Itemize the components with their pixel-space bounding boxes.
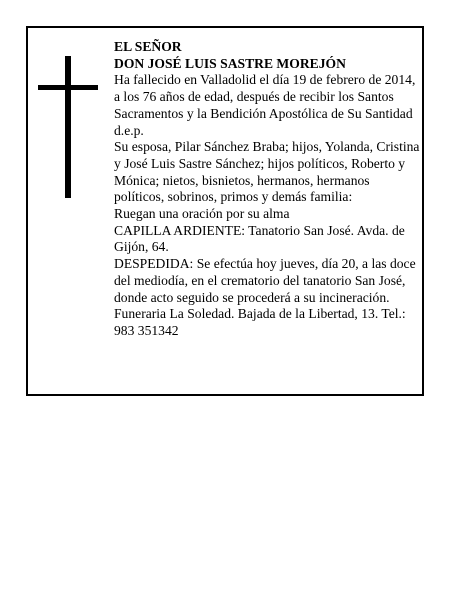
family-list: Su esposa, Pilar Sánchez Braba; hijos, Yolanda, Cristina y José Luis Sastre Sánchez; hijos políticos, Roberto y Mónica; nietos, bisnietos, hermanos, hermanos políticos, sobrinos, primos y demás familia: <box>114 139 420 205</box>
cross-vertical-bar <box>65 56 71 198</box>
cross-horizontal-bar <box>38 85 98 90</box>
prayer-request: Ruegan una oración por su alma <box>114 206 290 222</box>
chapel-info: CAPILLA ARDIENTE: Tanatorio San José. Avda. de Gijón, 64. <box>114 222 405 255</box>
death-announcement: Ha fallecido en Valladolid el día 19 de febrero de 2014, a los 76 años de edad, después de recibir los Santos Sacramentos y la Bendición Apostólica de Su Santidad d.e.p. <box>114 72 416 138</box>
notice-text-block <box>114 39 420 340</box>
notice-heading-title: EL SEÑOR <box>114 39 182 54</box>
farewell-info: DESPEDIDA: Se efectúa hoy jueves, día 20, a las doce del mediodía, en el crematorio del tanatorio San José, donde acto seguido se procederá a su incineración. <box>114 256 416 305</box>
funeral-home-info: Funeraria La Soledad. Bajada de la Libertad, 13. Tel.: 983 351342 <box>114 306 406 338</box>
deceased-name: DON JOSÉ LUIS SASTRE MOREJÓN <box>114 55 346 71</box>
obituary-notice <box>26 26 424 396</box>
cross-icon <box>38 56 98 198</box>
